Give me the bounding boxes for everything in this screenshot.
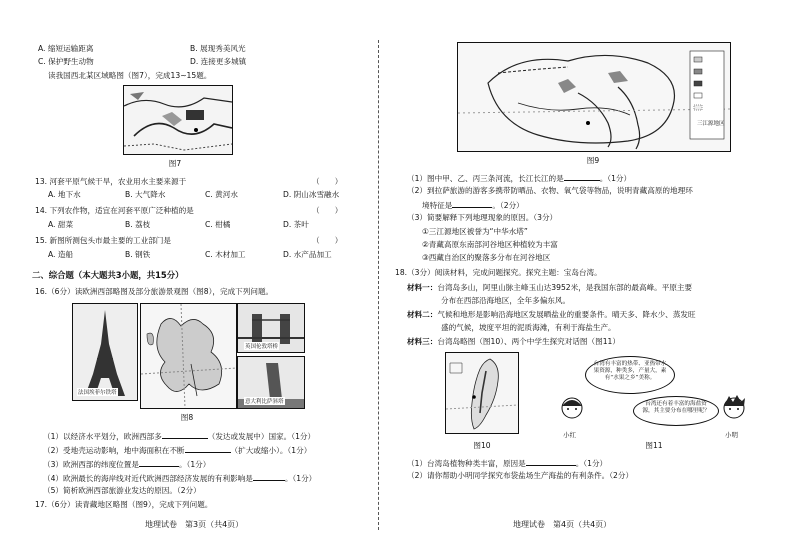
tower-bridge-label: 英国伦敦塔桥 (245, 344, 279, 350)
option-b: B. 展现秀美风光 (190, 44, 246, 53)
figure-7-caption: 图7 (168, 159, 182, 168)
figure-11-caption: 图11 (645, 441, 663, 450)
figure-9-map (457, 42, 731, 152)
question-18-1: （1）台湾岛植物种类丰富，原因是 。（1分） (407, 459, 608, 468)
figure-7-map (123, 85, 233, 155)
question-13-option-a[interactable]: A. 地下水 (48, 190, 81, 199)
answer-blank[interactable] (139, 458, 179, 467)
answer-blank[interactable] (564, 172, 600, 181)
leaning-tower-label: 意大利比萨斜塔 (245, 399, 284, 405)
question-18-lead: 18.（3分）阅读材料，完成问题探究。探究主题：宝岛台湾。 (395, 268, 602, 277)
question-14-option-a[interactable]: A. 甜菜 (48, 220, 74, 229)
taiwan-island-map (446, 353, 518, 433)
question-16-2: （2）受地壳运动影响，地中海面积在不断 （扩大或缩小）。（1分） (43, 446, 312, 455)
question-16-3: （3）欧洲西部的纬度位置是 。（1分） (43, 460, 211, 469)
lead-13-15: 读我国西北某区域略图（图7），完成13~15题。 (48, 71, 212, 80)
eiffel-tower-label: 法国埃菲尔铁塔 (78, 390, 117, 396)
question-15-option-b[interactable]: B. 钢铁 (125, 250, 151, 259)
western-europe-map (141, 304, 236, 408)
question-15-option-c[interactable]: C. 木材加工 (205, 250, 246, 259)
section-2-heading: 二、综合题（本大题共3小题，共15分） (32, 270, 184, 280)
question-16-lead: 16.（6分）读欧洲西部略图及部分旅游景观图（图8），完成下列问题。 (35, 287, 274, 296)
question-17-lead: 17.（6分）读青藏地区略图（图9），完成下列问题。 (35, 500, 213, 509)
question-18-2: （2）请你帮助小明同学探究布袋盐场生产海盐的有利条件。（2分） (407, 471, 634, 480)
material-2: 材料二：气候和地形是影响沿海地区发展晒盐业的重要条件。晴天多、降水少、蒸发旺 (407, 310, 696, 319)
leaning-tower-photo (237, 356, 305, 409)
material-1-line2: 分布在西部沿海地区，全年多偏东风。 (441, 296, 571, 305)
question-17-3-item-1: ①三江源地区被誉为“中华水塔” (422, 227, 528, 236)
question-15-option-a[interactable]: A. 造船 (48, 250, 74, 259)
question-14-option-d[interactable]: D. 茶叶 (283, 220, 309, 229)
question-17-2-line2: 境特征是 。（2分） (422, 201, 524, 210)
question-14-stem: 14. 下列农作物，适宜在河套平原广泛种植的是 (35, 206, 194, 215)
legend-sanjiangyuan: 三江源地区 (697, 121, 725, 127)
right-page (385, 0, 794, 560)
question-13-stem: 13. 河套平原气候干旱，农业用水主要来源于 (35, 177, 187, 186)
question-17-2-line1: （2）到拉萨旅游的游客多携带防晒品、衣物、氧气袋等物品，说明青藏高原的地理环 (407, 186, 693, 195)
figure-8-map (140, 303, 237, 409)
answer-blank[interactable] (253, 472, 285, 481)
question-14-bracket: （ ） (312, 206, 343, 215)
option-d: D. 连接更多城镇 (190, 57, 247, 66)
figure-10-map (445, 352, 519, 434)
answer-blank[interactable] (185, 444, 231, 453)
material-3: 材料三：台湾岛略图（图10）、两个中学生探究对话图（图11） (407, 337, 620, 346)
material-1: 材料一：台湾岛多山，阿里山脉主峰玉山达3952米，是我国东部的最高峰。平原主要 (407, 283, 693, 292)
eiffel-tower-photo (72, 303, 138, 401)
question-16-4: （4）欧洲最长的海岸线对近代欧洲西部经济发展的有利影响是 。（1分） (43, 474, 317, 483)
question-15-bracket: （ ） (312, 236, 343, 245)
xiaohong-label: 小红 (563, 431, 576, 439)
question-15-option-d[interactable]: D. 水产品加工 (283, 250, 332, 259)
dialogue-bubble-xiaohong: 台湾有丰富的热带、亚热带水果资源，种类多，产量大，素有“水果之乡”美称。 (585, 356, 675, 394)
figure-9-caption: 图9 (586, 156, 600, 165)
question-16-5: （5）简析欧洲西部旅游业发达的原因。（2分） (43, 486, 201, 495)
xiaoming-label: 小明 (725, 431, 738, 439)
question-16-1: （1）以经济水平划分，欧洲西部多 （发达或发展中）国家。（1分） (43, 432, 316, 441)
material-2-line2: 盛的气候，坡度平坦的泥质海滩，有利于海盐生产。 (441, 323, 616, 332)
left-page (0, 0, 375, 560)
figure-8-caption: 图8 (180, 413, 194, 422)
option-c: C. 保护野生动物 (38, 57, 94, 66)
question-13-option-c[interactable]: C. 黄河水 (205, 190, 238, 199)
northwest-region-map (124, 86, 232, 154)
question-17-1: （1）图中甲、乙、丙三条河流，长江长江的是 。（1分） (407, 174, 632, 183)
dialogue-bubble-xiaoming: 台湾还有着丰富的海盐资源，其主要分布在哪里呢？ (633, 396, 719, 426)
figure-10-caption: 图10 (473, 441, 491, 450)
eiffel-tower-icon (73, 304, 137, 400)
tower-bridge-photo (237, 303, 305, 353)
question-17-3-item-2: ②青藏高原东南部河谷地区种植较为丰富 (422, 240, 558, 249)
left-footer: 地理试卷 第3页（共4页） (145, 520, 244, 529)
right-footer: 地理试卷 第4页（共4页） (513, 520, 612, 529)
qinghai-tibet-map (458, 43, 730, 151)
xiaoming-avatar (719, 392, 749, 428)
option-a: A. 缩短运输距离 (38, 44, 94, 53)
page-divider (378, 40, 379, 530)
question-17-3-item-3: ③西藏自治区的聚落多分布在河谷地区 (422, 253, 551, 262)
question-14-option-c[interactable]: C. 柑橘 (205, 220, 231, 229)
question-13-bracket: （ ） (312, 177, 343, 186)
answer-blank[interactable] (162, 430, 208, 439)
question-14-option-b[interactable]: B. 荔枝 (125, 220, 151, 229)
question-13-option-b[interactable]: B. 大气降水 (125, 190, 166, 199)
question-17-3: （3）简要解释下列地理现象的原因。（3分） (407, 213, 558, 222)
question-15-stem: 15. 新图所测包头市最主要的工业部门是 (35, 236, 171, 245)
answer-blank[interactable] (452, 199, 492, 208)
answer-blank[interactable] (526, 457, 576, 466)
question-13-option-d[interactable]: D. 阴山冰雪融水 (283, 190, 340, 199)
xiaohong-avatar (557, 394, 587, 430)
